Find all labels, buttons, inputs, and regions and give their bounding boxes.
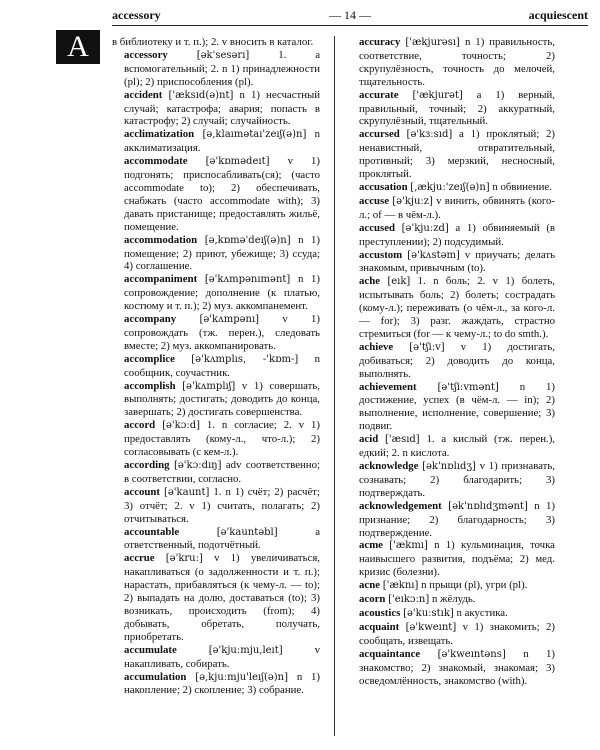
dictionary-entry bbox=[347, 341, 555, 381]
entry-headword: accountable bbox=[124, 525, 180, 538]
entry-headword: ache bbox=[359, 275, 380, 288]
entry-headword: accident bbox=[124, 88, 163, 101]
dictionary-entry bbox=[112, 552, 320, 643]
entry-headword: accomplice bbox=[124, 352, 175, 365]
entry-definition: adv соответственно; в соответствии, согласно. bbox=[124, 459, 320, 485]
entry-definition: n жёлудь. bbox=[431, 593, 476, 606]
entry-definition: v 1) сопровождать (тж. перен.), следовать вместе; 2) муз. аккомпанировать. bbox=[124, 313, 320, 352]
entry-transcription: [ə,kjuːmju'leıʃ(ə)n] bbox=[195, 671, 289, 683]
dictionary-entry bbox=[112, 486, 320, 526]
entry-headword: accumulation bbox=[124, 670, 187, 683]
entry-transcription: ['æknı] bbox=[382, 580, 419, 592]
entry-transcription: [ə'kjuːmju,leıt] bbox=[208, 644, 283, 656]
dictionary-entry bbox=[347, 181, 555, 195]
entry-transcription: [ə,klaımətaı'zeıʃ(ə)n] bbox=[202, 129, 307, 141]
letter-tab: A bbox=[56, 30, 100, 64]
entry-definition: 1. n боль; 2. v 1) болеть, испытывать боль; 2) болеть; сострадать (кому-л.); переживать (о чём-л., за кого-л. — for); 3) разг. жаждать, страстно стремиться (for — к чему-л.; to do smth.). bbox=[359, 275, 556, 340]
dictionary-entry bbox=[112, 380, 320, 420]
entry-definition: n обвинение. bbox=[492, 180, 552, 193]
entry-headword: acknowledge bbox=[359, 460, 419, 472]
entry-definition: a 1) обвиняемый (в преступлении); 2) подсудимый. bbox=[359, 221, 556, 248]
entry-headword: achievement bbox=[359, 380, 417, 393]
dictionary-entry bbox=[347, 500, 555, 540]
entry-headword: accused bbox=[359, 221, 395, 234]
entry-transcription: [ə'tʃiːvmənt] bbox=[437, 381, 499, 393]
entry-transcription: [ə'kɔːdıŋ] bbox=[173, 460, 222, 471]
dictionary-entry bbox=[347, 381, 555, 434]
entry-headword: acme bbox=[359, 539, 383, 552]
entry-headword: acquaint bbox=[359, 620, 400, 633]
page-header bbox=[112, 6, 588, 24]
entry-definition: v 1) совершать, выполнять; достигать; доводить до конца, завершать; 2) достигать совершенства. bbox=[124, 379, 320, 419]
entry-transcription: [ə'kɒmədeıt] bbox=[205, 156, 270, 168]
entry-transcription: [,ækjuː'zeıʃ(ə)n] bbox=[410, 181, 490, 193]
dictionary-entry bbox=[112, 353, 320, 380]
entry-transcription: ['eıkɔːn] bbox=[388, 594, 430, 606]
entry-definition: n 1) накопление; 2) скопление; 3) собрание. bbox=[124, 670, 321, 697]
entry-headword: accessory bbox=[124, 48, 168, 61]
entry-transcription: [ək'nɒlıdʒ] bbox=[422, 461, 476, 472]
entry-definition: n акклиматизация. bbox=[124, 128, 321, 155]
entry-transcription: [ə'kɜːsıd] bbox=[406, 129, 453, 141]
dictionary-entry bbox=[112, 36, 320, 49]
entry-headword: accusation bbox=[359, 180, 408, 193]
dictionary-entry bbox=[112, 128, 320, 155]
entry-transcription: [ə,kɒmə'deıʃ(ə)n] bbox=[204, 234, 291, 246]
entry-transcription: [ə'kʌmplıʃ] bbox=[182, 380, 236, 392]
dictionary-entry bbox=[112, 313, 320, 353]
entry-transcription: [ək'sesərı] bbox=[196, 49, 250, 61]
dictionary-entry bbox=[347, 89, 555, 129]
entry-headword: accommodation bbox=[124, 233, 198, 246]
header-rule bbox=[112, 25, 588, 26]
dictionary-entry bbox=[347, 648, 555, 688]
page-number: — 14 — bbox=[329, 8, 371, 22]
entry-headword: accompaniment bbox=[124, 273, 198, 286]
dictionary-entry bbox=[347, 195, 555, 222]
entry-headword: according bbox=[124, 459, 170, 471]
entry-transcription: ['æksıd(ə)nt] bbox=[168, 89, 234, 101]
dictionary-entry bbox=[112, 89, 320, 129]
entry-transcription: [eık] bbox=[387, 276, 411, 288]
entry-definition: 1. a кислый (тж. перен.), едкий; 2. n кислота. bbox=[359, 433, 556, 460]
entry-transcription: [ə'kʌmpənı] bbox=[199, 314, 260, 326]
entry-headword: acne bbox=[359, 579, 380, 592]
dictionary-entry bbox=[347, 275, 555, 341]
entry-headword: accord bbox=[124, 419, 156, 432]
entry-definition: n 1) кульминация, точка наивысшего развития, подъёма; 2) мед. кризис (болезни). bbox=[359, 539, 555, 579]
dictionary-entry bbox=[347, 433, 555, 460]
entry-headword: accurate bbox=[359, 88, 399, 101]
entry-headword: acoustics bbox=[359, 606, 401, 619]
entry-transcription: [ə'kʌmpənımənt] bbox=[204, 274, 291, 286]
entry-transcription: ['ækmı] bbox=[389, 540, 428, 552]
entry-transcription: [ə'kruː] bbox=[165, 553, 203, 565]
entry-headword: account bbox=[124, 485, 160, 498]
entry-transcription: [ə'kɔːd] bbox=[162, 420, 200, 432]
entry-definition: v 1) признавать, сознавать; 2) благодарить; 3) подтверждать. bbox=[359, 460, 556, 499]
entry-transcription: [ə'kjuːzd] bbox=[401, 222, 449, 234]
entry-definition: в библиотеку и т. п.); 2. v вносить в каталог. bbox=[112, 36, 314, 48]
entry-headword: acquaintance bbox=[359, 647, 421, 660]
entry-definition: n 1) достижение, успех (в чём-л. — in); 2) выполнение, исполнение, совершение; 3) подвиг. bbox=[359, 380, 556, 433]
left-guide-word: accessory bbox=[112, 8, 161, 22]
entry-definition: v приучать; делать знакомым, привычным (to). bbox=[359, 248, 556, 275]
entry-transcription: [ə'kjuːz] bbox=[392, 195, 433, 207]
entry-definition: v винить, обвинять (кого-л.; of — в чём-л.). bbox=[359, 194, 556, 221]
entry-definition: n акустика. bbox=[456, 606, 508, 619]
entry-transcription: [ə'kaunt] bbox=[163, 486, 210, 498]
dictionary-entry bbox=[347, 539, 555, 579]
entry-transcription: ['ækjurəsı] bbox=[405, 37, 460, 48]
entry-headword: acknowledgement bbox=[359, 499, 442, 512]
entry-transcription: [ə'kʌmplıs, -'kɒm-] bbox=[191, 353, 299, 365]
dictionary-entry bbox=[347, 128, 555, 181]
entry-definition: v 1) увеличиваться, накапливаться (о задолженности и т. п.); нарастать, прибавляться (к чему-л. — to); 2) выпадать на долю, доставаться (to); 3) возникать, происходить (from); 4) добывать, обретать, получать, приобретать. bbox=[124, 552, 320, 643]
dictionary-entry bbox=[112, 459, 320, 486]
entry-definition: n 1) помещение; 2) приют, убежище; 3) ссуда; 4) соглашение. bbox=[124, 233, 321, 273]
entry-definition: n 1) правильность, соответствие, точность; 2) скрупулёзность, точность до мелочей, тщательность. bbox=[359, 36, 556, 88]
dictionary-entry bbox=[347, 222, 555, 249]
entry-transcription: [ə'kweınt] bbox=[405, 621, 457, 633]
entry-headword: accumulate bbox=[124, 643, 177, 656]
entry-transcription: ['ækjurət] bbox=[412, 89, 463, 101]
dictionary-entry bbox=[347, 607, 555, 621]
entry-transcription: [ə'tʃiːv] bbox=[409, 341, 445, 353]
entry-definition: n сообщник, соучастник. bbox=[124, 352, 321, 379]
entry-transcription: [ə'kauntəbl] bbox=[216, 526, 278, 538]
entry-headword: acclimatization bbox=[124, 128, 195, 141]
entry-transcription: [ə'kweıntəns] bbox=[437, 648, 506, 660]
dictionary-entry bbox=[347, 579, 555, 593]
left-column bbox=[112, 36, 320, 697]
entry-definition: v 1) достигать, добиваться; 2) доводить до конца, выполнять. bbox=[359, 340, 555, 380]
entry-definition: 1. n 1) счёт; 2) расчёт; 3) отчёт; 2. v 1) считать, полагать; 2) отчитываться. bbox=[124, 485, 320, 525]
dictionary-entry bbox=[347, 621, 555, 648]
entry-definition: a 1) проклятый; 2) ненавистный, отвратительный, противный; 3) мерзкий, несносный, проклятый. bbox=[359, 128, 556, 181]
dictionary-entry bbox=[347, 36, 555, 89]
entry-definition: n 1) признание; 2) благодарность; 3) подтверждение. bbox=[359, 499, 556, 539]
dictionary-entry bbox=[347, 460, 555, 500]
entry-headword: accrue bbox=[124, 552, 155, 565]
entry-headword: achieve bbox=[359, 340, 394, 353]
dictionary-entry bbox=[112, 234, 320, 274]
entry-headword: accustom bbox=[359, 248, 403, 261]
entry-definition: n 1) сопровождение; дополнение (к платью, костюму и т. п.); 2) муз. аккомпанемент. bbox=[124, 273, 321, 313]
entry-definition: 1. n согласие; 2. v 1) предоставлять (кому-л., что-л.); 2) согласовывать (с кем-л.). bbox=[124, 419, 320, 459]
entry-definition: a 1) верный, правильный, точный; 2) аккуратный, скрупулёзный, тщательный. bbox=[359, 88, 555, 128]
dictionary-entry bbox=[112, 273, 320, 313]
dictionary-entry bbox=[112, 155, 320, 233]
dictionary-entry bbox=[112, 526, 320, 553]
dictionary-entry bbox=[112, 419, 320, 459]
dictionary-entry bbox=[347, 249, 555, 276]
entry-transcription: [ə'kʌstəm] bbox=[407, 249, 460, 261]
right-guide-word: acquiescent bbox=[528, 8, 588, 22]
entry-headword: acorn bbox=[359, 593, 386, 606]
entry-headword: accomplish bbox=[124, 379, 176, 392]
dictionary-entry bbox=[112, 644, 320, 671]
dictionary-entry bbox=[112, 671, 320, 698]
entry-definition: n 1) знакомство; 2) знакомый, знакомая; 3) осведомлённость, знакомство (with). bbox=[359, 647, 555, 687]
entry-headword: accompany bbox=[124, 313, 177, 326]
entry-definition: n 1) несчастный случай; катастрофа; авария; попасть в катастрофу; 2) случай; случайность. bbox=[124, 88, 321, 128]
dictionary-entry bbox=[112, 49, 320, 89]
entry-headword: accuracy bbox=[359, 36, 401, 48]
dictionary-entry bbox=[347, 593, 555, 607]
entry-definition: v 1) знакомить; 2) сообщать, извещать. bbox=[359, 620, 556, 647]
entry-definition: 1. a вспомогательный; 2. n 1) принадлежности (pl); 2) приспособления (pl). bbox=[124, 48, 320, 88]
entry-definition: n прыщи (pl), угри (pl). bbox=[421, 579, 528, 592]
entry-headword: acid bbox=[359, 433, 379, 446]
entry-transcription: [ək'nɒlıdʒmənt] bbox=[448, 500, 528, 512]
entry-headword: accommodate bbox=[124, 155, 188, 168]
entry-headword: accuse bbox=[359, 194, 389, 207]
entry-headword: accursed bbox=[359, 128, 400, 141]
right-column bbox=[347, 36, 555, 687]
column-divider bbox=[334, 36, 335, 736]
entry-transcription: ['æsıd] bbox=[385, 434, 420, 446]
entry-definition: a ответственный, подотчётный. bbox=[124, 525, 320, 552]
entry-definition: v накапливать, собирать. bbox=[124, 643, 321, 670]
entry-transcription: [ə'kuːstık] bbox=[403, 607, 454, 619]
entry-definition: v 1) подгонять; приспосабливать(ся); (часто accommodate to); 2) обеспечивать, снабжать (часто accommodate with); 3) давать пристанище; предоставлять жильё, помещение. bbox=[124, 155, 321, 233]
